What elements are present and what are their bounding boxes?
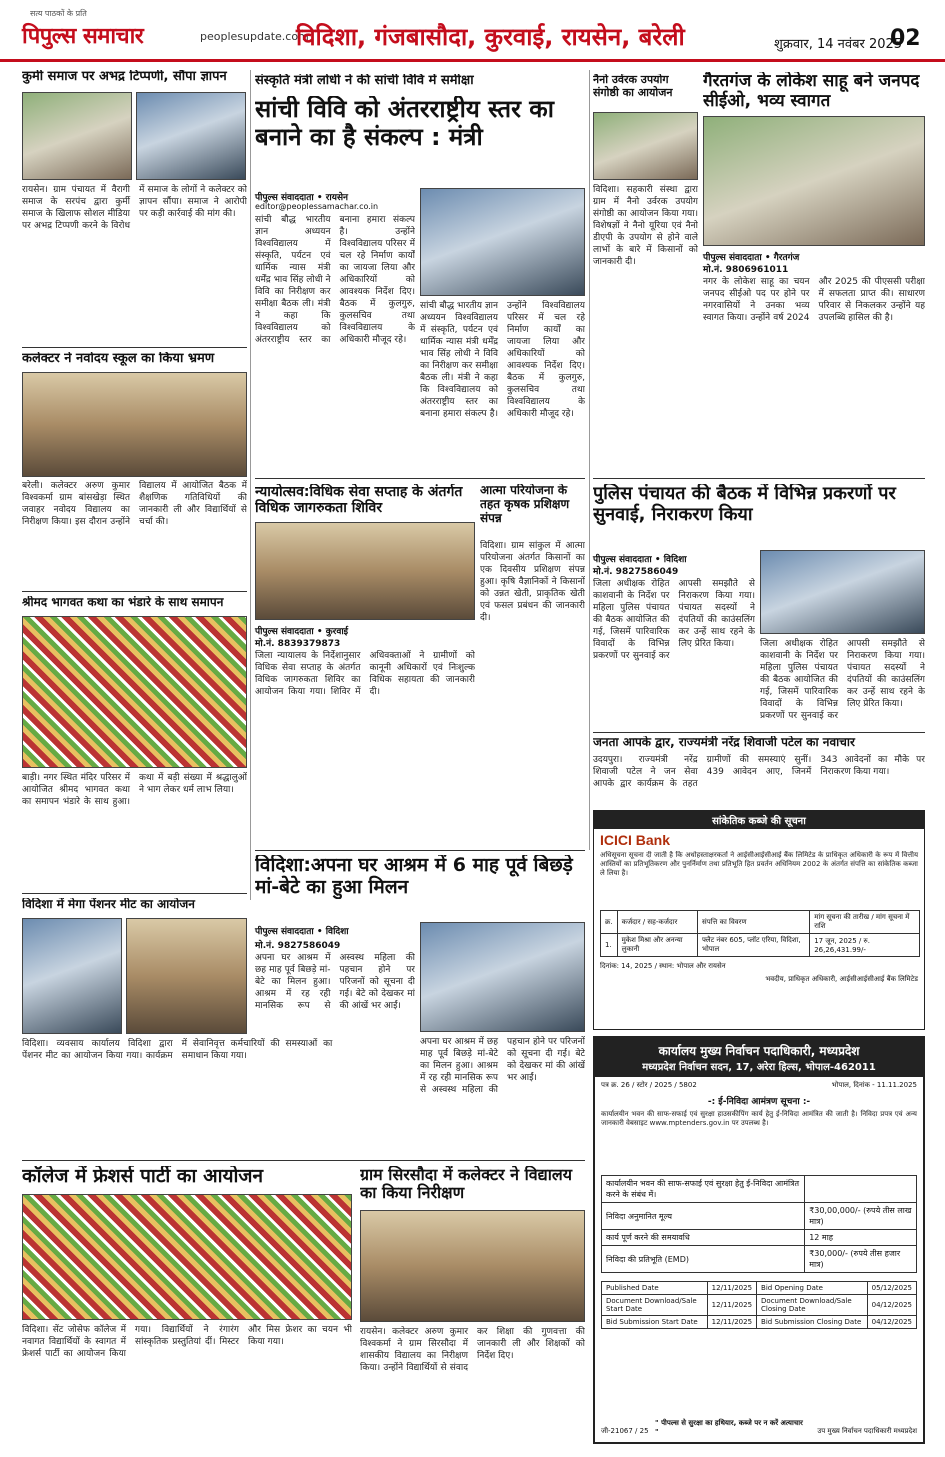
divider	[22, 347, 247, 348]
kurmi-photo-2	[136, 92, 246, 180]
tender-date-cell: 12/11/2025	[707, 1295, 756, 1316]
tender-cell	[805, 1176, 917, 1203]
kurmi-photo-1	[22, 92, 132, 180]
police-body: जिला अधीक्षक रोहित काशवानी के निर्देश पर महिला पुलिस पंचायत की बैठक आयोजित की गई, जिसमें पारिवारिक विवादों के विभिन्न प्रकरणों पर सुनवाई कर आपसी समझौते से निराकरण किया गया। पंचायत सदस्यों ने दंपतियों की काउंसलिंग कर उन्हें साथ रहने के लिए प्रेरित किया।	[593, 579, 755, 661]
sanchi-body: सांची बौद्ध भारतीय ज्ञान अध्ययन विश्वविद्यालय में संस्कृति, पर्यटन एवं धार्मिक न्यास मंत्री धर्मेंद्र भाव सिंह लोधी ने विवि का निरीक्षण कर समीक्षा बैठक ली। मंत्री ने कहा कि विश्वविद्यालय को अंतरराष्ट्रीय स्तर का बनाना हमारा संकल्प है। उन्होंने विश्वविद्यालय परिसर में चल रहे निर्माण कार्यों का जायजा लिया और अधिकारियों को आवश्यक निर्देश दिए। बैठक में कुलगुरु, कुलसचिव तथा विश्वविद्यालय के अधिकारी मौजूद रहे।	[255, 215, 415, 345]
icici-header-cell: क्र.	[601, 911, 618, 934]
janseva-body: उदयपुरा। राज्यमंत्री नरेंद्र शिवाजी पटेल ने जन सेवा आपके द्वार कार्यक्रम के तहत ग्रामीणों की समस्याएं सुनीं। 439 आवेदन आए, जिनमें 343 आवेदनों का मौके पर निराकरण किया गया।	[593, 755, 925, 789]
navodaya-photo	[22, 372, 247, 477]
divider	[22, 591, 247, 592]
sanchi-body-cont: सांची बौद्ध भारतीय ज्ञान अध्ययन विश्वविद्यालय में संस्कृति, पर्यटन एवं धार्मिक न्यास मंत्री धर्मेंद्र भाव सिंह लोधी ने विवि का निरीक्षण कर समीक्षा बैठक ली। मंत्री ने कहा कि विश्वविद्यालय को अंतरराष्ट्रीय स्तर का बनाना हमारा संकल्प है। उन्होंने विश्वविद्यालय परिसर में चल रहे निर्माण कार्यों का जायजा लिया और अधिकारियों को आवश्यक निर्देश दिए। बैठक में कुलगुरु, कुलसचिव तथा विश्वविद्यालय के अधिकारी मौजूद रहे।	[420, 301, 585, 419]
nyay-photo	[255, 522, 475, 620]
sahu-headline: गैरतगंज के लोकेश साहू बने जनपद सीईओ, भव्य स्वागत	[703, 72, 920, 111]
sanchi-byline: पीपुल्स संवाददाता • रायसेन	[255, 193, 349, 203]
sirsoda-photo	[360, 1210, 585, 1322]
website-link[interactable]: peoplesupdate.com	[200, 30, 309, 43]
tender-cell: कार्य पूर्ण करने की समयावधि	[602, 1230, 805, 1246]
icici-notice	[593, 810, 925, 1030]
tender-date-cell: 05/12/2025	[867, 1282, 916, 1295]
bhagwat-body: बाड़ी। नगर स्थित मंदिर परिसर में आयोजित श्रीमद भागवत कथा का समापन भंडारे के साथ हुआ। कथा में बड़ी संख्या में श्रद्धालुओं ने भाग लेकर धर्म लाभ लिया।	[22, 773, 247, 807]
nyay-body: जिला न्यायालय के निर्देशानुसार विधिक सेवा सप्ताह के अंतर्गत विधिक जागरुकता शिविर का आयोजन किया गया। शिविर में अधिवक्ताओं ने ग्रामीणों को कानूनी अधिकारों एवं निःशुल्क विधिक सहायता की जानकारी दी।	[255, 651, 475, 697]
tender-date-cell: Document Download/Sale Closing Date	[757, 1295, 868, 1316]
tender-cell: 12 माह	[805, 1230, 917, 1246]
navodaya-headline: कलेक्टर ने नवोदय स्कूल का किया भ्रमण	[22, 352, 215, 366]
ghar-headline: विदिशा:अपना घर आश्रम में 6 माह पूर्व बिछड़े मां-बेटे का हुआ मिलन	[255, 855, 573, 898]
tender-footer-code: जी-21067 / 25	[601, 1427, 649, 1435]
sanchi-headline: सांची विवि को अंतरराष्ट्रीय स्तर का बनाने का है संकल्प : मंत्री	[255, 96, 554, 151]
sirsoda-headline: ग्राम सिरसौदा में कलेक्टर ने विद्यालय का किया निरीक्षण	[360, 1166, 572, 1203]
nano-photo	[593, 112, 698, 180]
tender-signature: उप मुख्य निर्वाचन पदाधिकारी मध्यप्रदेश	[817, 1427, 917, 1435]
nyay-phone: मो.नं. 8839379873	[255, 639, 341, 649]
tender-notice	[593, 1036, 925, 1444]
divider	[593, 478, 925, 479]
tender-cell: निविदा की प्रतिभूति (EMD)	[602, 1246, 805, 1273]
janseva-headline: जनता आपके द्वार, राज्यमंत्री नरेंद्र शिवाजी पटेल का नवाचार	[593, 736, 855, 749]
icici-bank-logo: ICICI Bank	[600, 832, 671, 848]
ghar-byline: पीपुल्स संवाददाता • विदिशा	[255, 927, 349, 937]
tender-ref: पत्र क्र. 26 / स्टोर / 2025 / 5802	[601, 1081, 697, 1089]
sahu-phone: मो.नं. 9806961011	[703, 265, 789, 275]
kurmi-headline: कुर्मी समाज पर अभद्र टिप्पणी, सौंपा ज्ञापन	[22, 70, 227, 84]
masthead	[0, 0, 945, 62]
sanchi-photo	[420, 188, 585, 296]
divider	[22, 893, 247, 894]
icici-section-title: सांकेतिक कब्जे की सूचना	[594, 811, 924, 829]
pensioner-photo-2	[126, 918, 247, 1034]
issue-date: शुक्रवार, 14 नवंबर 2025	[774, 37, 903, 52]
divider	[255, 478, 585, 479]
sanchi-kicker: संस्कृति मंत्री लोधी ने की सांची विवि में समीक्षा	[255, 74, 474, 88]
icici-cell: 1.	[601, 934, 618, 957]
sahu-body: नगर के लोकेश साहू का चयन जनपद सीईओ पद पर होने पर नगरवासियों ने उनका भव्य स्वागत किया। उन्होंने वर्ष 2024 और 2025 की पीएससी परीक्षा में सफलता प्राप्त की। साधारण परिवार से निकलकर उन्होंने यह उपलब्धि हासिल की है।	[703, 277, 925, 323]
icici-cell: 17 जून, 2025 / रु. 26,26,431.99/-	[810, 934, 920, 957]
icici-table	[600, 910, 920, 957]
newspaper-logo: पिपुल्स समाचार	[22, 23, 144, 49]
tender-cell: ₹30,00,000/- (रुपये तीस लाख मात्र)	[805, 1203, 917, 1230]
divider	[22, 1160, 585, 1161]
tender-date-cell: 04/12/2025	[867, 1316, 916, 1329]
tender-date: भोपाल, दिनांक - 11.11.2025	[831, 1081, 917, 1089]
tender-office: कार्यालय मुख्य निर्वाचन पदाधिकारी, मध्यप्रदेश	[658, 1044, 860, 1058]
pensioner-photo-1	[22, 918, 122, 1034]
atma-headline: आत्मा परियोजना के तहत कृषक प्रशिक्षण संपन्न	[480, 484, 570, 525]
fresher-headline: कॉलेज में फ्रेशर्स पार्टी का आयोजन	[22, 1166, 264, 1187]
pensioner-headline: विदिशा में मेगा पेंशनर मीट का आयोजन	[22, 898, 195, 911]
column-divider	[250, 70, 251, 900]
tender-fee-table	[601, 1175, 917, 1273]
tender-slogan: " पीपल्स से सुरक्षा का हथियार, कब्जे पर न करें अत्याचार "	[655, 1419, 803, 1436]
police-body-cont: जिला अधीक्षक रोहित काशवानी के निर्देश पर महिला पुलिस पंचायत की बैठक आयोजित की गई, जिसमें पारिवारिक विवादों के विभिन्न प्रकरणों पर सुनवाई कर आपसी समझौते से निराकरण किया गया। पंचायत सदस्यों ने दंपतियों की काउंसलिंग कर उन्हें साथ रहने के लिए प्रेरित किया।	[760, 639, 925, 721]
pensioner-body: विदिशा। व्यवसाय कार्यालय विदिशा द्वारा पेंशनर मीट का आयोजन किया गया। कार्यक्रम में सेवानिवृत्त कर्मचारियों की समस्याओं का समाधान किया गया।	[22, 1039, 333, 1061]
divider	[593, 732, 925, 733]
icici-header-cell: मांग सूचना की तारीख / मांग सूचना में राशि	[810, 911, 920, 934]
tender-cell: ₹30,000/- (रुपये तीस हजार मात्र)	[805, 1246, 917, 1273]
kurmi-body: रायसेन। ग्राम पंचायत में वैरागी समाज के सरपंच द्वारा कुर्मी समाज के खिलाफ सोशल मीडिया पर अभद्र टिप्पणी करने के विरोध में समाज के लोगों ने कलेक्टर को ज्ञापन सौंपा। समाज ने आरोपी पर कड़ी कार्रवाई की मांग की।	[22, 185, 247, 231]
icici-cell: मुकेश मिश्रा और अनन्या लुकानी	[617, 934, 697, 957]
atma-body: विदिशा। ग्राम सांकुल में आत्मा परियोजना अंतर्गत किसानों का एक दिवसीय प्रशिक्षण संपन्न हुआ। कृषि वैज्ञानिकों ने किसानों को उन्नत खेती, प्राकृतिक खेती एवं फसल प्रबंधन की जानकारी दी।	[480, 541, 585, 623]
tender-ref-row	[595, 1077, 923, 1094]
nyay-headline: न्यायोत्सव:विधिक सेवा सप्ताह के अंतर्गत विधिक जागरुकता शिविर	[255, 484, 463, 517]
tender-date-cell: Bid Opening Date	[757, 1282, 868, 1295]
bhagwat-photo	[22, 616, 247, 768]
sahu-photo	[703, 116, 925, 246]
masthead-tagline: सत्य पाठकों के प्रति	[30, 9, 87, 18]
tender-date-table	[601, 1281, 917, 1329]
tender-date-cell: 12/11/2025	[707, 1282, 756, 1295]
tender-date-cell: Published Date	[602, 1282, 708, 1295]
tender-date-cell: 12/11/2025	[707, 1316, 756, 1329]
page-number: 02	[890, 26, 921, 51]
sirsoda-body: रायसेन। कलेक्टर अरुण कुमार विश्वकर्मा ने ग्राम सिरसौदा में शासकीय विद्यालय का निरीक्षण किया। उन्होंने विद्यार्थियों से संवाद कर शिक्षा की गुणवत्ता की जानकारी ली और शिक्षकों को निर्देश दिए।	[360, 1327, 585, 1373]
tender-date-cell: Bid Submission Closing Date	[757, 1316, 868, 1329]
fresher-body: विदिशा। सेंट जोसेफ कॉलेज में नवागत विद्यार्थियों के स्वागत में फ्रेशर्स पार्टी का आयोजन किया गया। विद्यार्थियों ने रंगारंग सांस्कृतिक प्रस्तुतियां दीं। मिस्टर और मिस फ्रेशर का चयन भी किया गया।	[22, 1325, 352, 1359]
icici-header-cell: कर्जदार / सह-कर्जदार	[617, 911, 697, 934]
sahu-byline: पीपुल्स संवाददाता • गैरतगंज	[703, 253, 800, 263]
column-divider	[589, 70, 590, 850]
police-headline: पुलिस पंचायत की बैठक में विभिन्न प्रकरणों पर सुनवाई, निराकरण किया	[593, 484, 896, 525]
bhagwat-headline: श्रीमद भागवत कथा का भंडारे के साथ समापन	[22, 596, 224, 609]
navodaya-body: बरेली। कलेक्टर अरुण कुमार विश्वकर्मा ग्राम बांसखेड़ा स्थित जवाहर नवोदय विद्यालय का निरीक्षण किया। इस दौरान उन्होंने विद्यालय में आयोजित बैठक में शैक्षणिक गतिविधियों की जानकारी ली और विद्यार्थियों से चर्चा की।	[22, 481, 247, 527]
tender-cell: निविदा अनुमानित मूल्य	[602, 1203, 805, 1230]
ghar-body: अपना घर आश्रम में छह माह पूर्व बिछड़े मां-बेटे का मिलन हुआ। आश्रम में रह रही मानसिक रूप से अस्वस्थ महिला की पहचान होने पर परिजनों को सूचना दी गई। बेटे को देखकर मां की आंखें भर आईं।	[255, 953, 415, 1011]
sanchi-email[interactable]: editor@peoplessamachar.co.in	[255, 202, 379, 211]
tender-body: कार्यालयीन भवन की साफ-सफाई एवं सुरक्षा हाउसकीपिंग कार्य हेतु ई-निविदा आमंत्रित की जाती है। निविदा प्रपत्र एवं अन्य जानकारी वेबसाइट www.mptenders.gov.in पर उपलब्ध है।	[601, 1110, 917, 1127]
nano-body: विदिशा। सहकारी संस्था द्वारा ग्राम में नैनो उर्वरक उपयोग संगोष्ठी का आयोजन किया गया। विशेषज्ञों ने नैनो यूरिया एवं नैनो डीएपी के उपयोग से होने वाले लाभों के बारे में किसानों को जानकारी दी।	[593, 185, 698, 267]
ghar-photo	[420, 922, 585, 1032]
nano-headline: नैनो उर्वरक उपयोग संगोष्ठी का आयोजन	[593, 74, 673, 99]
tender-cell: कार्यालयीन भवन की साफ-सफाई एवं सुरक्षा हेतु ई-निविदा आमंत्रित करने के संबंध में।	[602, 1176, 805, 1203]
tender-header	[595, 1038, 923, 1077]
ghar-body-cont: अपना घर आश्रम में छह माह पूर्व बिछड़े मां-बेटे का मिलन हुआ। आश्रम में रह रही मानसिक रूप से अस्वस्थ महिला की पहचान होने पर परिजनों को सूचना दी गई। बेटे को देखकर मां की आंखें भर आईं।	[420, 1037, 585, 1095]
icici-place-date: दिनांक: 14, 2025 / स्थान: भोपाल और रायसेन	[600, 962, 726, 970]
tender-date-cell: 04/12/2025	[867, 1295, 916, 1316]
police-phone: मो.नं. 9827586049	[593, 567, 679, 577]
tender-date-cell: Document Download/Sale Start Date	[602, 1295, 708, 1316]
divider	[255, 850, 585, 851]
icici-signature: भवदीय, प्राधिकृत अधिकारी, आईसीआईसीआई बैंक लिमिटेड	[765, 975, 918, 983]
nyay-byline: पीपुल्स संवाददाता • कुरवाई	[255, 627, 349, 637]
icici-body: अधिसूचना सूचना दी जाती है कि अधोहस्ताक्षरकर्ता ने आईसीआईसीआई बैंक लिमिटेड के प्राधिकृत अधिकारी के रूप में वित्तीय आस्तियों का प्रतिभूतिकरण और पुनर्निर्माण तथा प्रतिभूति हित प्रवर्तन अधिनियम 2002 के अंतर्गत संपत्ति का सांकेतिक कब्जा ले लिया है।	[600, 851, 918, 877]
icici-cell: फ्लैट नंबर 605, प्लॉट एरिया, विदिशा, भोपाल	[698, 934, 810, 957]
ghar-phone: मो.नं. 9827586049	[255, 941, 341, 951]
tender-address: मध्यप्रदेश निर्वाचन सदन, 17, अरेरा हिल्स, भोपाल-462011	[642, 1062, 876, 1073]
police-byline: पीपुल्स संवाददाता • विदिशा	[593, 555, 687, 565]
police-photo	[760, 550, 925, 634]
icici-header-cell: संपत्ति का विवरण	[698, 911, 810, 934]
tender-notice-title: -: ई-निविदा आमंत्रण सूचना :-	[707, 1097, 811, 1107]
tender-date-cell: Bid Submission Start Date	[602, 1316, 708, 1329]
fresher-photo	[22, 1194, 352, 1320]
page-title: विदिशा, गंजबासौदा, कुरवाई, रायसेन, बरेली	[296, 23, 685, 51]
